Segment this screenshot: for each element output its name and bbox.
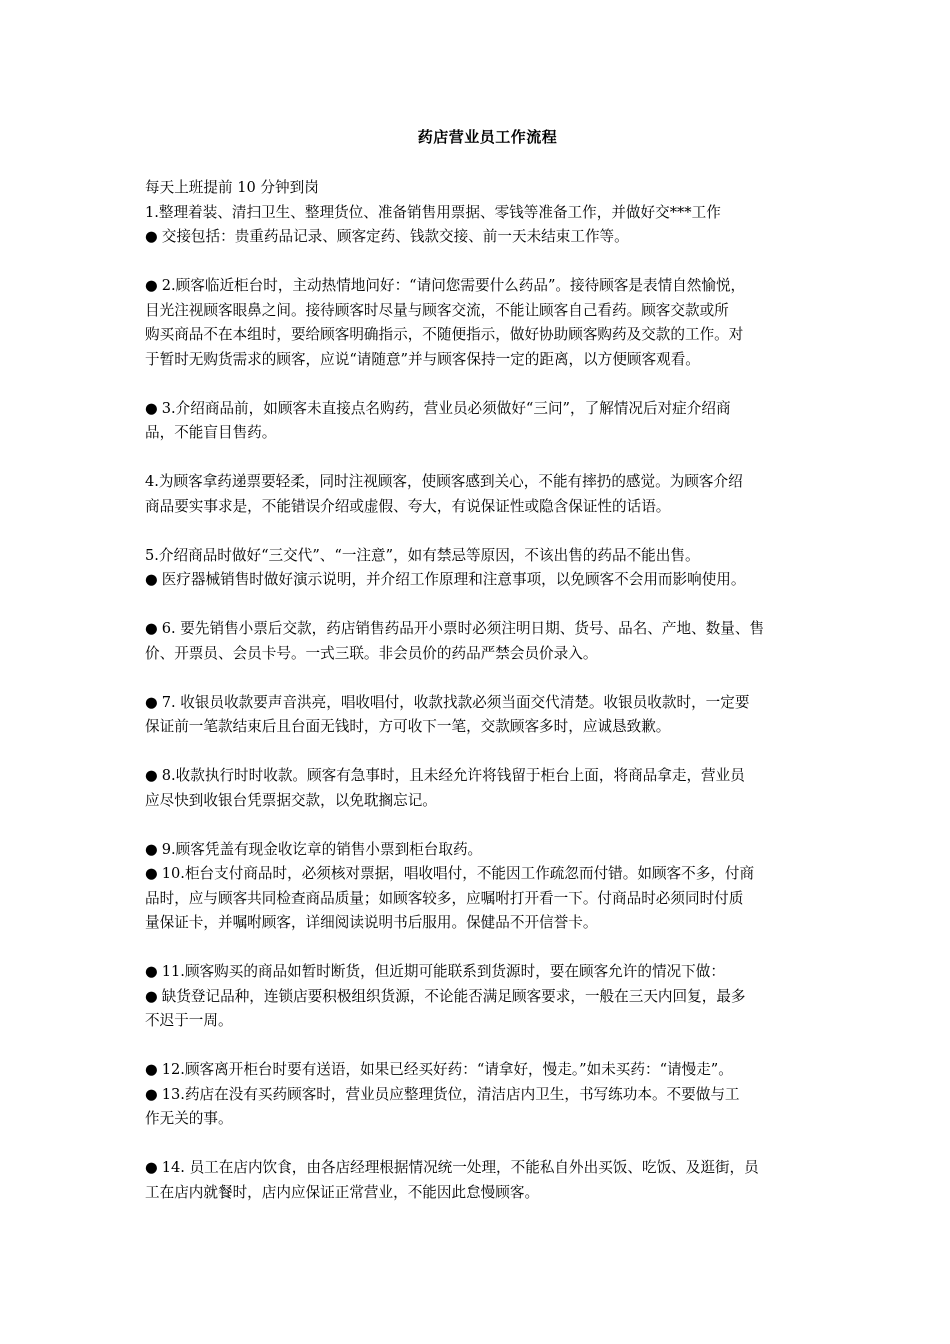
text-line xyxy=(145,1058,825,1083)
text-line xyxy=(145,985,825,1010)
line-text: 品时，应与顾客共同检查商品质量；如顾客较多，应嘱咐打开看一下。付商品时必须同时付质 xyxy=(145,889,744,907)
line-text: 作无关的事。 xyxy=(145,1110,233,1127)
bullet-icon: ● xyxy=(145,228,158,245)
bullet-icon: ● xyxy=(145,620,158,637)
bullet-icon: ● xyxy=(145,767,158,784)
line-text: 11.顾客购买的商品如暂时断货，但近期可能联系到货源时，要在顾客允许的情况下做： xyxy=(161,963,725,980)
line-text: 应尽快到收银台凭票据交款，以免耽搁忘记。 xyxy=(145,791,437,809)
line-text: 不迟于一周。 xyxy=(145,1012,233,1029)
line-text: 量保证卡，并嘱咐顾客，详细阅读说明书后服用。保健品不开信誉卡。 xyxy=(145,914,598,931)
line-text: 4.为顾客拿药递票要轻柔，同时注视顾客，使顾客感到关心，不能有摔扔的感觉。为顾客介绍 xyxy=(145,473,743,490)
bullet-icon: ● xyxy=(145,1085,158,1103)
text-line xyxy=(145,274,825,299)
bullet-icon: ● xyxy=(145,840,158,858)
paragraph-gap xyxy=(145,1132,825,1157)
line-text: 价、开票员、会员卡号。一式三联。非会员价的药品严禁会员价录入。 xyxy=(145,644,598,662)
text-line xyxy=(145,568,825,593)
paragraph-gap xyxy=(145,813,825,838)
line-text: 目光注视顾客眼鼻之间。接待顾客时尽量与顾客交流，不能让顾客自己看药。顾客交款或所 xyxy=(145,301,729,319)
line-text: 交接包括：贵重药品记录、顾客定药、钱款交接、前一天未结束工作等。 xyxy=(161,228,629,245)
text-line xyxy=(145,421,825,446)
text-line xyxy=(145,617,825,642)
text-line xyxy=(145,176,825,201)
bullet-icon: ● xyxy=(145,693,158,711)
line-text: 工在店内就餐时，店内应保证正常营业，不能因此怠慢顾客。 xyxy=(145,1183,540,1201)
text-line xyxy=(145,764,825,789)
line-text: 商品要实事求是，不能错误介绍或虚假、夸大，有说保证性或隐含保证性的话语。 xyxy=(145,497,671,515)
paragraph-gap xyxy=(145,1034,825,1059)
paragraph-gap xyxy=(145,666,825,691)
text-line xyxy=(145,1083,825,1108)
paragraph-gap xyxy=(145,372,825,397)
paragraph-gap xyxy=(145,593,825,618)
line-text: 8.收款执行时时收款。顾客有急事时，且未经允许将钱留于柜台上面，将商品拿走，营业员 xyxy=(161,767,745,784)
line-text: 购买商品不在本组时，要给顾客明确指示，不随便指示，做好协助顾客购药及交款的工作。对 xyxy=(145,326,744,343)
text-line xyxy=(145,544,825,569)
line-text: 医疗器械销售时做好演示说明，并介绍工作原理和注意事项，以免顾客不会用而影响使用。 xyxy=(161,571,746,588)
text-line xyxy=(145,1181,825,1206)
line-text: 每天上班提前 10 分钟到岗 xyxy=(145,179,319,196)
text-line xyxy=(145,862,825,887)
bullet-icon: ● xyxy=(145,987,158,1005)
bullet-icon: ● xyxy=(145,1061,158,1078)
text-line xyxy=(145,691,825,716)
text-line xyxy=(145,348,825,373)
bullet-icon: ● xyxy=(145,963,158,980)
text-line xyxy=(145,201,825,226)
bullet-icon: ● xyxy=(145,399,158,417)
bullet-icon: ● xyxy=(145,1159,158,1176)
text-line xyxy=(145,495,825,520)
bullet-icon: ● xyxy=(145,277,158,294)
line-text: 5.介绍商品时做好“三交代”、“一注意”，如有禁忌等原因，不该出售的药品不能出售。 xyxy=(145,546,700,564)
line-text: 9.顾客凭盖有现金收讫章的销售小票到柜台取药。 xyxy=(161,840,483,858)
bullet-icon: ● xyxy=(145,571,158,588)
document-body xyxy=(145,176,825,1205)
line-text: 10.柜台支付商品时，必须核对票据，唱收唱付，不能因工作疏忽而付错。如顾客不多，付商 xyxy=(161,865,755,882)
text-line xyxy=(145,1156,825,1181)
line-text: 6. 要先销售小票后交款，药店销售药品开小票时必须注明日期、货号、品名、产地、数量、售 xyxy=(161,620,765,637)
text-line xyxy=(145,397,825,422)
text-line xyxy=(145,911,825,936)
line-text: 1.整理着装、清扫卫生、整理货位、准备销售用票据、零钱等准备工作，并做好交***工作 xyxy=(145,203,721,221)
line-text: 缺货登记品种，连锁店要积极组织货源，不论能否满足顾客要求，一般在三天内回复，最多 xyxy=(161,987,746,1005)
paragraph-gap xyxy=(145,446,825,471)
text-line xyxy=(145,1107,825,1132)
text-line xyxy=(145,887,825,912)
text-line xyxy=(145,789,825,814)
text-line xyxy=(145,715,825,740)
paragraph-gap xyxy=(145,519,825,544)
text-line xyxy=(145,323,825,348)
line-text: 品，不能盲目售药。 xyxy=(145,424,277,441)
paragraph-gap xyxy=(145,250,825,275)
text-line xyxy=(145,225,825,250)
bullet-icon: ● xyxy=(145,865,158,882)
text-line xyxy=(145,470,825,495)
line-text: 12.顾客离开柜台时要有送语，如果已经买好药：“请拿好，慢走。”如未买药：“请慢走”。 xyxy=(161,1061,733,1078)
line-text: 于暂时无购货需求的顾客，应说“请随意”并与顾客保持一定的距离，以方便顾客观看。 xyxy=(145,350,700,368)
text-line xyxy=(145,838,825,863)
line-text: 保证前一笔款结束后且台面无钱时，方可收下一笔，交款顾客多时，应诚恳致歉。 xyxy=(145,718,671,735)
text-line xyxy=(145,1009,825,1034)
text-line xyxy=(145,299,825,324)
line-text: 7. 收银员收款要声音洪亮，唱收唱付，收款找款必须当面交代清楚。收银员收款时，一定要 xyxy=(161,693,750,711)
text-line xyxy=(145,642,825,667)
line-text: 13.药店在没有买药顾客时，营业员应整理货位，清洁店内卫生，书写练功本。不要做与工 xyxy=(161,1085,740,1103)
line-text: 3.介绍商品前，如顾客未直接点名购药，营业员必须做好“三问”，了解情况后对症介绍商 xyxy=(161,399,731,417)
line-text: 14. 员工在店内饮食，由各店经理根据情况统一处理，不能私自外出买饭、吃饭、及逛街，员 xyxy=(161,1159,759,1176)
document-title: 药店营业员工作流程 xyxy=(417,128,558,146)
text-line xyxy=(145,960,825,985)
line-text: 2.顾客临近柜台时，主动热情地问好：“请问您需要什么药品”。接待顾客是表情自然愉悦， xyxy=(161,277,746,294)
paragraph-gap xyxy=(145,740,825,765)
paragraph-gap xyxy=(145,936,825,961)
